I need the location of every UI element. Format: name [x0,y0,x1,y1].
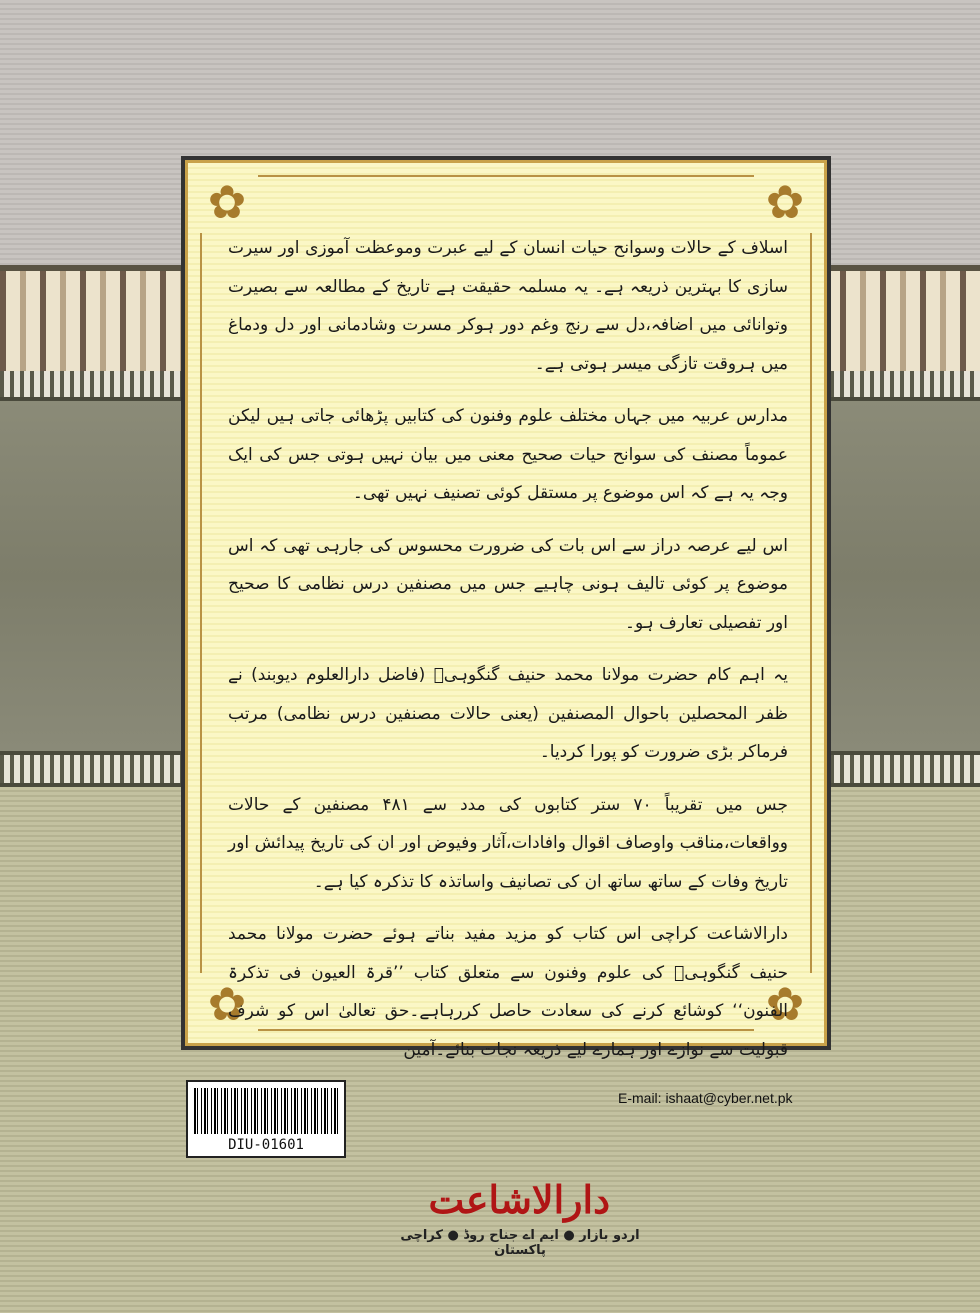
barcode-label: DIU-01601 [228,1137,304,1153]
panel-border-top [258,175,754,177]
corner-ornament-icon: ✿ [765,175,805,229]
corner-ornament-icon: ✿ [765,977,805,1031]
paragraph: جس میں تقریباً ۷۰ ستر کتابوں کی مدد سے ۴۸۱ مصنفین کے حالات وواقعات،مناقب واوصاف اقوال وافادات،آثار وفیوض اور ان کی تاریخ پیدائش اور تاریخ وفات کے ساتھ ساتھ ان کی تصانیف واساتذہ کا تذکرہ کیا ہے۔ [228,794,788,892]
panel-border-left [200,233,202,973]
barcode-bars [194,1088,338,1134]
paragraph: مدارس عربیہ میں جہاں مختلف علوم وفنون کی کتابیں پڑھائی جاتی ہیں لیکن عموماً مصنف کی سوانح حیات صحیح معنی میں بیان نہیں ہوتی جس کی ایک وجہ یہ ہے کہ اس موضوع پر مستقل کوئی تصنیف نہیں تھی۔ [228,406,788,503]
barcode [186,1080,346,1158]
text-panel-inner [185,160,827,1060]
panel-border-right [810,233,812,973]
text-panel [181,156,831,1060]
body-text [228,229,788,1083]
paragraph: یہ اہم کام حضرت مولانا محمد حنیف گنگوہیؒ (فاضل دارالعلوم دیوبند) نے ظفر المحصلین باحوال المصنفین (یعنی حالات مصنفین درس نظامی) مرتب فرماکر بڑی ضرورت کو پورا کردیا۔ [228,665,788,762]
paragraph: دارالاشاعت کراچی اس کتاب کو مزید مفید بناتے ہوئے حضرت مولانا محمد حنیف گنگوہیؒ کی علوم وفنون سے متعلق کتاب ’’قرۃ العیون فی تذکرۃ الفنون‘‘ کوشائع کرنے کی سعادت حاصل کررہاہے۔حق تعالیٰ اس کو شرف قبولیت سے نوازے اور ہمارے لیے ذریعہ نجات بنائے۔آمین [228,924,788,1060]
paragraph: اسلاف کے حالات وسوانح حیات انسان کے لیے عبرت وموعظت آموزی اور سیرت سازی کا بہترین ذریعہ ہے۔ یہ مسلمہ حقیقت ہے تاریخ کے مطالعہ سے بصیرت وتوانائی میں اضافہ،دل سے رنج وغم دور ہوکر مسرت وشادمانی اور دل ودماغ میں ہروقت تازگی میسر ہوتی ہے۔ [228,238,788,374]
publisher-address: اردو بازار ● ایم اے جناح روڈ ● کراچی پاکستان [400,1228,640,1258]
corner-ornament-icon: ✿ [207,175,247,229]
publisher-logo: دارالاشاعت [428,1177,610,1222]
corner-ornament-icon: ✿ [207,977,247,1031]
paragraph: اس لیے عرصہ دراز سے اس بات کی ضرورت محسوس کی جارہی تھی کہ اس موضوع پر کوئی تالیف ہونی چاہیے جس میں مصنفین درس نظامی کا صحیح اور تفصیلی تعارف ہو۔ [228,535,788,633]
email-address: E-mail: ishaat@cyber.net.pk [618,1090,793,1106]
